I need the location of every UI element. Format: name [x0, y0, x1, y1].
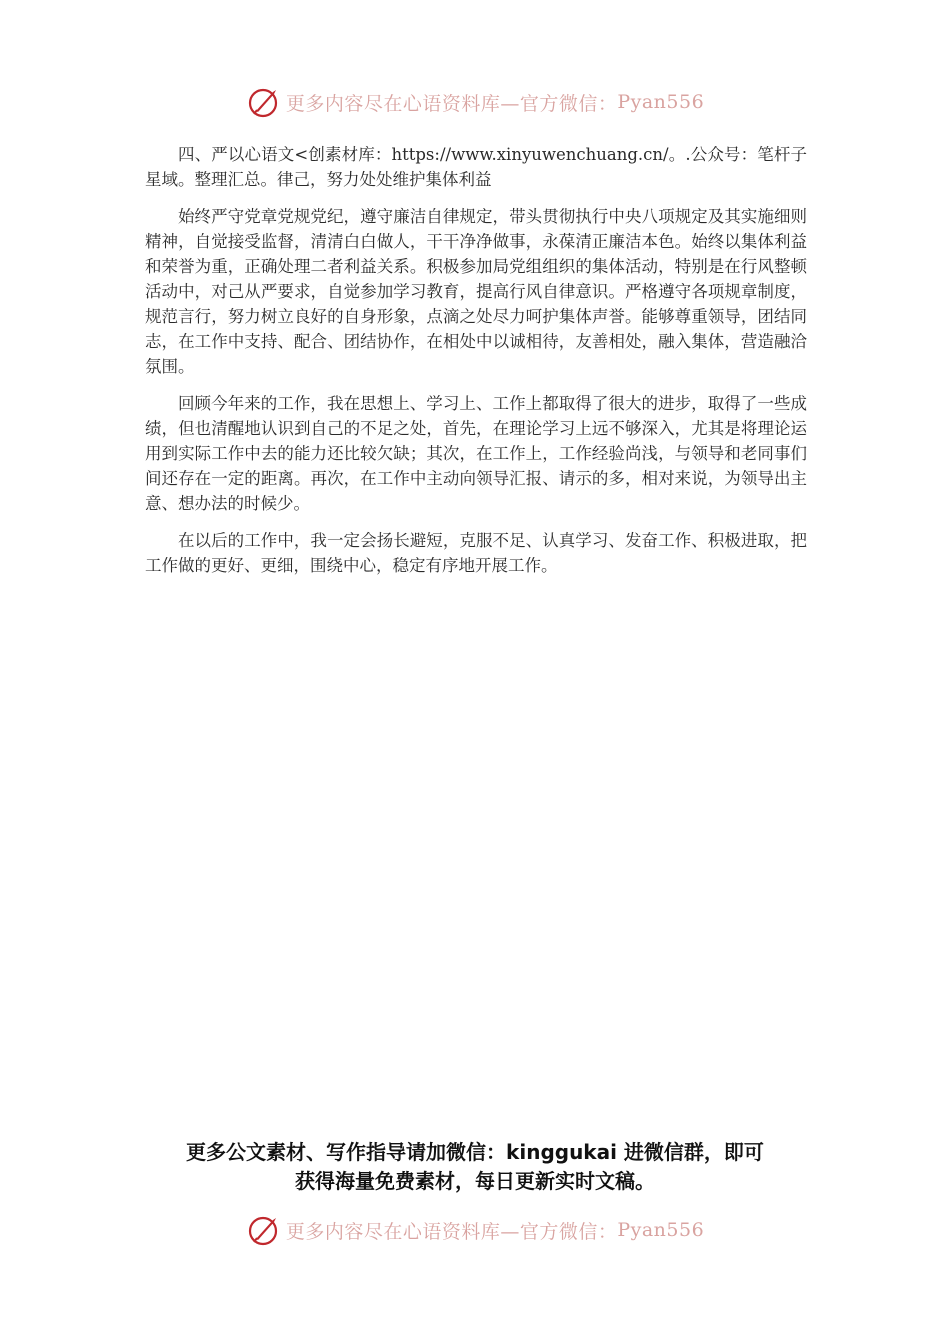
header-banner — [0, 82, 950, 122]
quill-pen-logo-icon — [246, 84, 282, 120]
paragraph-heading-four: 四、严以心语文<创素材库：https://www.xinyuwenchuang.cn/。.公众号：笔杆子星域。整理汇总。律己，努力处处维护集体利益 — [145, 145, 807, 189]
paragraph-future: 在以后的工作中，我一定会扬长避短，克服不足、认真学习、发奋工作、积极进取，把工作做的更好、更细，围绕中心，稳定有序地开展工作。 — [145, 531, 807, 575]
banner-wechat-handle: Pyan556 — [617, 91, 705, 113]
paragraph-discipline: 始终严守党章党规党纪，遵守廉洁自律规定，带头贯彻执行中央八项规定及其实施细则精神，自觉接受监督，清清白白做人，干干净净做事，永葆清正廉洁本色。始终以集体利益和荣誉为重，正确处理二者利益关系。积极参加局党组组织的集体活动，特别是在行风整顿活动中，对己从严要求，自觉参加学习教育，提高行风自律意识。严格遵守各项规章制度，规范言行，努力树立良好的自身形象，点滴之处尽力呵护集体声誉。能够尊重领导，团结同志，在工作中支持、配合、团结协作，在相处中以诚相待，友善相处，融入集体，营造融洽氛围。 — [145, 207, 807, 376]
quill-pen-logo-icon — [246, 1212, 282, 1248]
promo-line-1: 更多公文素材、写作指导请加微信：kinggukai 进微信群，即可 — [186, 1140, 764, 1164]
promo-notice — [140, 1138, 810, 1196]
footer-banner — [0, 1210, 950, 1250]
promo-line-2: 获得海量免费素材，每日更新实时文稿。 — [295, 1169, 655, 1193]
document-body — [145, 142, 807, 590]
paragraph-review: 回顾今年来的工作，我在思想上、学习上、工作上都取得了很大的进步，取得了一些成绩，但也清醒地认识到自己的不足之处，首先，在理论学习上远不够深入，尤其是将理论运用到实际工作中去的能力还比较欠缺；其次，在工作上，工作经验尚浅，与领导和老同事们间还存在一定的距离。再次，在工作中主动向领导汇报、请示的多，相对来说，为领导出主意、想办法的时候少。 — [145, 394, 807, 513]
banner-text: 更多内容尽在心语资料库—官方微信： — [285, 1220, 618, 1243]
banner-text: 更多内容尽在心语资料库—官方微信： — [285, 92, 618, 115]
banner-wechat-handle: Pyan556 — [617, 1219, 705, 1241]
